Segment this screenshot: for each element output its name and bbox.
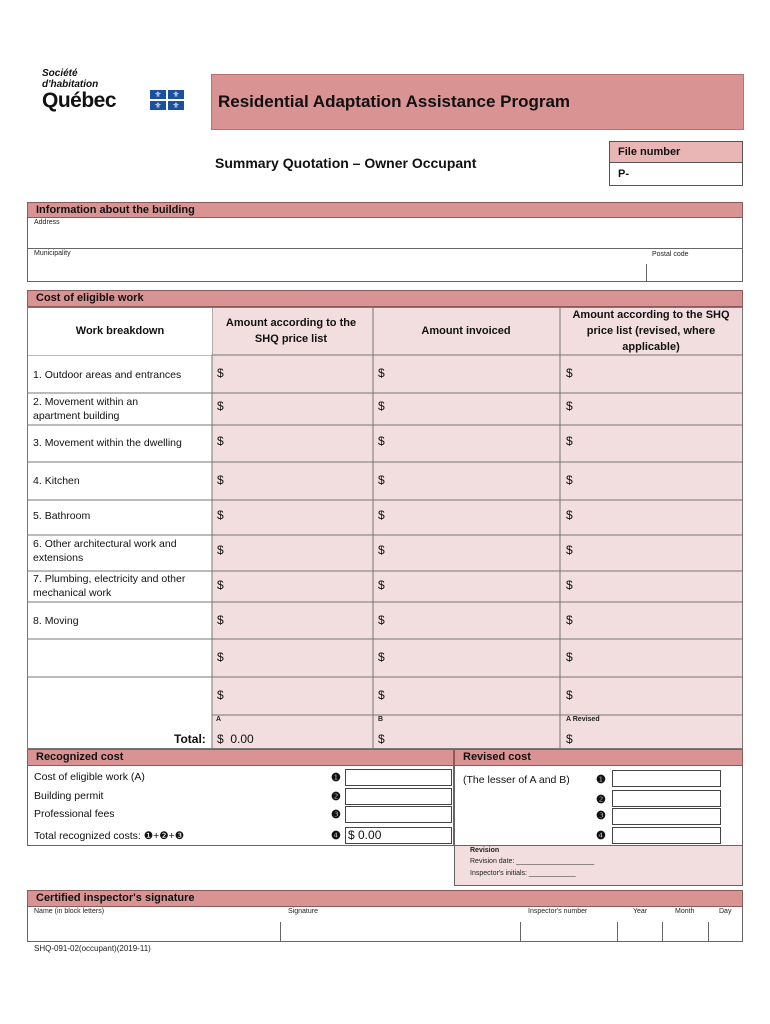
recognized-section-header: Recognized cost: [27, 749, 454, 766]
amount-cell-col-a-revised-row-1[interactable]: $: [566, 366, 573, 380]
total-label: Total:: [174, 732, 206, 746]
amount-cell-col-a-row-2[interactable]: $: [217, 399, 224, 413]
total-a-revised-value[interactable]: $: [566, 732, 573, 746]
rev-input-2[interactable]: [612, 790, 721, 807]
revision-title: Revision: [470, 847, 500, 854]
signature-section-header: Certified inspector's signature: [27, 890, 743, 907]
recognized-item-2: Building permit: [34, 790, 104, 802]
postal-code-label: Postal code: [652, 251, 689, 258]
amount-cell-col-a-revised-row-9[interactable]: $: [566, 650, 573, 664]
recognized-item-3: Professional fees: [34, 808, 115, 820]
row-label-4: 4. Kitchen: [33, 475, 80, 487]
total-a-value[interactable]: $ 0.00: [217, 732, 254, 746]
day-label: Day: [719, 908, 732, 915]
amount-cell-col-a-revised-row-8[interactable]: $: [566, 613, 573, 627]
row-label-6: 6. Other architectural work and extensions: [33, 538, 177, 564]
building-section-header: Information about the building: [27, 202, 743, 218]
row-label-2: 2. Movement within an apartment building: [33, 396, 139, 422]
lesser-note: (The lesser of A and B): [463, 774, 570, 786]
cost-section-header: Cost of eligible work: [27, 290, 743, 307]
col-invoiced: Amount invoiced: [421, 325, 511, 337]
amount-cell-col-b-row-9[interactable]: $: [378, 650, 385, 664]
file-number-label: File number: [609, 141, 743, 163]
inspector-number-label: Inspector's number: [528, 908, 588, 915]
year-label: Year: [633, 908, 648, 915]
row-label-8: 8. Moving: [33, 615, 79, 627]
amount-cell-col-a-row-1[interactable]: $: [217, 366, 224, 380]
mark-1-icon: ❶: [331, 772, 341, 784]
row-label-1: 1. Outdoor areas and entrances: [33, 369, 182, 381]
amount-cell-col-a-revised-row-3[interactable]: $: [566, 434, 573, 448]
municipality-field[interactable]: [27, 249, 743, 282]
amount-cell-col-a-row-3[interactable]: $: [217, 434, 224, 448]
recognized-item-1: Cost of eligible work (A): [34, 771, 145, 783]
sig-divider-1: [280, 922, 281, 942]
amount-cell-col-b-row-4[interactable]: $: [378, 473, 385, 487]
amount-cell-col-b-row-2[interactable]: $: [378, 399, 385, 413]
rev-input-4[interactable]: [612, 827, 721, 844]
name-label: Name (in block letters): [34, 908, 105, 915]
amount-cell-col-b-row-3[interactable]: $: [378, 434, 385, 448]
amount-cell-col-b-row-5[interactable]: $: [378, 508, 385, 522]
month-label: Month: [675, 908, 695, 915]
amount-cell-col-a-row-10[interactable]: $: [217, 688, 224, 702]
row-label-3: 3. Movement within the dwelling: [33, 437, 182, 449]
logo-text: Société d'habitation: [42, 68, 99, 90]
address-field[interactable]: [27, 218, 743, 249]
row-label-7: 7. Plumbing, electricity and other mechanical work: [33, 573, 186, 599]
mark-3-icon: ❸: [331, 809, 341, 821]
amount-cell-col-a-revised-row-5[interactable]: $: [566, 508, 573, 522]
building-permit-input[interactable]: [345, 788, 452, 805]
inspector-initials[interactable]: Inspector's initials: ____________: [470, 870, 576, 877]
amount-cell-col-b-row-8[interactable]: $: [378, 613, 385, 627]
revision-date[interactable]: Revision date: ____________________: [470, 858, 595, 865]
rev-mark-1-icon: ❶: [596, 774, 606, 786]
col-revised-amount: Amount according to the SHQ price list (revised, where applicable): [572, 309, 730, 353]
amount-cell-col-b-row-10[interactable]: $: [378, 688, 385, 702]
sig-divider-3: [617, 922, 618, 942]
rev-mark-2-icon: ❷: [596, 794, 606, 806]
col-a-revised-letter: A Revised: [566, 716, 600, 723]
form-code: SHQ-091-02(occupant)(2019-11): [34, 944, 151, 953]
page-subtitle: Summary Quotation – Owner Occupant: [215, 155, 477, 171]
col-b-letter: B: [378, 716, 384, 723]
amount-cell-col-a-revised-row-4[interactable]: $: [566, 473, 573, 487]
address-label: Address: [34, 219, 60, 226]
col-shq-amount: Amount according to the SHQ price list: [225, 317, 357, 345]
amount-cell-col-b-row-6[interactable]: $: [378, 543, 385, 557]
signature-label: Signature: [288, 908, 318, 915]
revised-section-header: Revised cost: [454, 749, 743, 766]
total-b-value[interactable]: $: [378, 732, 385, 746]
postal-divider: [646, 264, 647, 281]
logo-quebec: Québec: [42, 89, 117, 112]
mark-2-icon: ❷: [331, 791, 341, 803]
rev-input-3[interactable]: [612, 808, 721, 825]
page-title: Residential Adaptation Assistance Program: [218, 92, 571, 111]
total-recognized-input[interactable]: $ 0.00: [345, 827, 452, 844]
amount-cell-col-a-revised-row-10[interactable]: $: [566, 688, 573, 702]
rev-mark-4-icon: ❹: [596, 830, 606, 842]
amount-cell-col-b-row-7[interactable]: $: [378, 578, 385, 592]
row-label-5: 5. Bathroom: [33, 510, 91, 522]
amount-cell-col-a-row-8[interactable]: $: [217, 613, 224, 627]
file-number-field[interactable]: P-: [609, 163, 743, 186]
municipality-label: Municipality: [34, 250, 71, 257]
professional-fees-input[interactable]: [345, 806, 452, 823]
rev-input-1[interactable]: [612, 770, 721, 787]
sig-divider-5: [708, 922, 709, 942]
amount-cell-col-a-revised-row-7[interactable]: $: [566, 578, 573, 592]
amount-cell-col-a-row-5[interactable]: $: [217, 508, 224, 522]
mark-4-icon: ❹: [331, 830, 341, 842]
recognized-total-label: Total recognized costs: ❶+❷+❸: [34, 830, 185, 842]
col-a-letter: A: [216, 716, 222, 723]
amount-cell-col-a-revised-row-6[interactable]: $: [566, 543, 573, 557]
amount-cell-col-a-row-6[interactable]: $: [217, 543, 224, 557]
amount-cell-col-a-row-4[interactable]: $: [217, 473, 224, 487]
amount-cell-col-a-row-7[interactable]: $: [217, 578, 224, 592]
amount-cell-col-a-row-9[interactable]: $: [217, 650, 224, 664]
sig-divider-2: [520, 922, 521, 942]
rev-mark-3-icon: ❸: [596, 810, 606, 822]
eligible-cost-input[interactable]: [345, 769, 452, 786]
quebec-flag-icon: ⚜ ⚜ ⚜ ⚜: [150, 90, 184, 110]
sig-divider-4: [662, 922, 663, 942]
amount-cell-col-a-revised-row-2[interactable]: $: [566, 399, 573, 413]
amount-cell-col-b-row-1[interactable]: $: [378, 366, 385, 380]
col-work-breakdown: Work breakdown: [75, 325, 165, 337]
